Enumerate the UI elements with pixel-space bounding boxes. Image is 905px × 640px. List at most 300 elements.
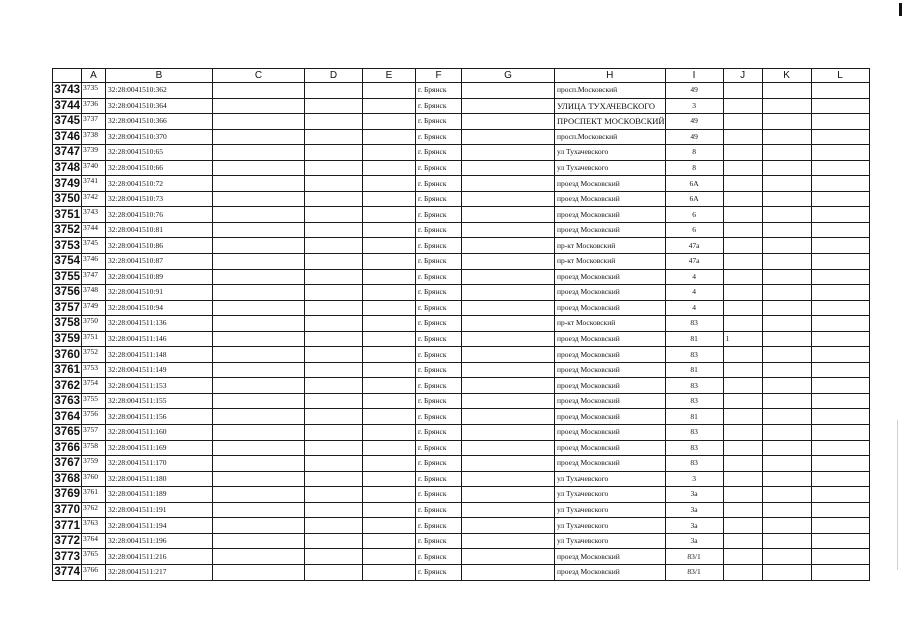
cell-b[interactable]: 32:28:0041510:86 [106,238,213,254]
cell-k[interactable] [762,114,811,130]
cell-h[interactable]: проезд Московский [555,331,666,347]
cell-h[interactable]: проезд Московский [555,378,666,394]
cell-h[interactable]: проезд Московский [555,207,666,223]
cell-g[interactable] [462,409,555,425]
cell-j[interactable] [723,393,762,409]
cell-d[interactable] [305,549,363,565]
cell-e[interactable] [363,471,416,487]
cell-a[interactable]: 3761 [82,487,106,503]
cell-g[interactable] [462,347,555,363]
cell-a[interactable]: 3737 [82,114,106,130]
cell-c[interactable] [213,549,305,565]
cell-l[interactable] [811,207,869,223]
cell-g[interactable] [462,331,555,347]
cell-f[interactable]: г. Брянск [416,549,462,565]
row-number[interactable]: 3760 [54,348,80,361]
cell-b[interactable]: 32:28:0041511:155 [106,393,213,409]
cell-g[interactable] [462,393,555,409]
row-number[interactable]: 3765 [54,426,80,439]
row-number[interactable]: 3762 [54,379,80,392]
cell-f[interactable]: г. Брянск [416,129,462,145]
cell-i[interactable]: 3а [665,502,723,518]
cell-g[interactable] [462,316,555,332]
cell-l[interactable] [811,129,869,145]
cell-a[interactable]: 3763 [82,518,106,534]
column-header-e[interactable]: E [363,69,416,83]
cell-j[interactable] [723,533,762,549]
cell-f[interactable]: г. Брянск [416,269,462,285]
cell-b[interactable]: 32:28:0041511:217 [106,564,213,580]
cell-f[interactable]: г. Брянск [416,456,462,472]
cell-i[interactable]: 8 [665,145,723,161]
cell-f[interactable]: г. Брянск [416,176,462,192]
cell-a[interactable]: 3743 [82,207,106,223]
cell-e[interactable] [363,331,416,347]
row-number[interactable]: 3750 [54,193,80,206]
cell-f[interactable]: г. Брянск [416,160,462,176]
cell-e[interactable] [363,533,416,549]
cell-e[interactable] [363,456,416,472]
cell-b[interactable]: 32:28:0041510:370 [106,129,213,145]
cell-a[interactable]: 3736 [82,98,106,114]
column-header-b[interactable]: B [106,69,213,83]
cell-b[interactable]: 32:28:0041511:146 [106,331,213,347]
cell-j[interactable] [723,471,762,487]
column-header-i[interactable]: I [665,69,723,83]
cell-l[interactable] [811,98,869,114]
cell-d[interactable] [305,316,363,332]
cell-l[interactable] [811,533,869,549]
cell-i[interactable]: 8 [665,160,723,176]
cell-j[interactable] [723,456,762,472]
cell-h[interactable]: ул Тухачевского [555,471,666,487]
cell-j[interactable] [723,254,762,270]
cell-b[interactable]: 32:28:0041510:366 [106,114,213,130]
cell-b[interactable]: 32:28:0041510:65 [106,145,213,161]
cell-b[interactable]: 32:28:0041511:169 [106,440,213,456]
cell-c[interactable] [213,518,305,534]
row-number[interactable]: 3773 [54,550,80,563]
cell-k[interactable] [762,160,811,176]
cell-k[interactable] [762,347,811,363]
cell-g[interactable] [462,83,555,99]
row-number[interactable]: 3755 [54,270,80,283]
cell-e[interactable] [363,285,416,301]
cell-c[interactable] [213,129,305,145]
cell-a[interactable]: 3764 [82,533,106,549]
cell-g[interactable] [462,502,555,518]
cell-f[interactable]: г. Брянск [416,238,462,254]
cell-i[interactable]: 4 [665,300,723,316]
cell-c[interactable] [213,269,305,285]
cell-c[interactable] [213,160,305,176]
cell-k[interactable] [762,393,811,409]
column-header-g[interactable]: G [462,69,555,83]
cell-b[interactable]: 32:28:0041510:66 [106,160,213,176]
cell-h[interactable]: ул Тухачевского [555,160,666,176]
row-number[interactable]: 3754 [54,255,80,268]
cell-e[interactable] [363,316,416,332]
cell-d[interactable] [305,331,363,347]
cell-i[interactable]: 6 [665,222,723,238]
cell-g[interactable] [462,176,555,192]
cell-a[interactable]: 3742 [82,191,106,207]
cell-k[interactable] [762,222,811,238]
cell-j[interactable] [723,549,762,565]
cell-c[interactable] [213,502,305,518]
cell-i[interactable]: 49 [665,83,723,99]
cell-i[interactable]: 83 [665,425,723,441]
cell-b[interactable]: 32:28:0041511:149 [106,362,213,378]
cell-e[interactable] [363,409,416,425]
cell-f[interactable]: г. Брянск [416,362,462,378]
row-number[interactable]: 3764 [54,410,80,423]
cell-k[interactable] [762,564,811,580]
cell-e[interactable] [363,238,416,254]
cell-e[interactable] [363,222,416,238]
row-number[interactable]: 3752 [54,224,80,237]
cell-g[interactable] [462,145,555,161]
cell-c[interactable] [213,487,305,503]
cell-k[interactable] [762,207,811,223]
cell-a[interactable]: 3762 [82,502,106,518]
cell-j[interactable]: 1 [723,331,762,347]
cell-g[interactable] [462,533,555,549]
cell-k[interactable] [762,487,811,503]
cell-d[interactable] [305,98,363,114]
cell-j[interactable] [723,191,762,207]
cell-i[interactable]: 81 [665,331,723,347]
cell-k[interactable] [762,300,811,316]
cell-e[interactable] [363,98,416,114]
cell-j[interactable] [723,316,762,332]
cell-a[interactable]: 3751 [82,331,106,347]
row-number[interactable]: 3763 [54,395,80,408]
column-header-h[interactable]: H [555,69,666,83]
column-header-a[interactable]: A [82,69,106,83]
cell-f[interactable]: г. Брянск [416,300,462,316]
cell-i[interactable]: 81 [665,409,723,425]
cell-j[interactable] [723,114,762,130]
cell-e[interactable] [363,269,416,285]
cell-d[interactable] [305,207,363,223]
cell-h[interactable]: ул Тухачевского [555,533,666,549]
cell-h[interactable]: проезд Московский [555,300,666,316]
cell-k[interactable] [762,191,811,207]
cell-b[interactable]: 32:28:0041510:91 [106,285,213,301]
cell-i[interactable]: 4 [665,269,723,285]
cell-l[interactable] [811,300,869,316]
cell-b[interactable]: 32:28:0041510:89 [106,269,213,285]
cell-g[interactable] [462,98,555,114]
cell-c[interactable] [213,362,305,378]
row-number[interactable]: 3774 [54,566,80,579]
cell-e[interactable] [363,347,416,363]
cell-i[interactable]: 3а [665,487,723,503]
cell-j[interactable] [723,300,762,316]
cell-j[interactable] [723,83,762,99]
cell-l[interactable] [811,502,869,518]
cell-k[interactable] [762,549,811,565]
cell-h[interactable]: проезд Московский [555,409,666,425]
cell-h[interactable]: просп.Московский [555,83,666,99]
cell-d[interactable] [305,564,363,580]
cell-a[interactable]: 3749 [82,300,106,316]
cell-l[interactable] [811,549,869,565]
cell-k[interactable] [762,409,811,425]
cell-c[interactable] [213,456,305,472]
cell-g[interactable] [462,549,555,565]
cell-i[interactable]: 83 [665,440,723,456]
row-number[interactable]: 3759 [54,333,80,346]
cell-l[interactable] [811,160,869,176]
cell-l[interactable] [811,222,869,238]
cell-g[interactable] [462,487,555,503]
cell-h[interactable]: ул Тухачевского [555,487,666,503]
cell-d[interactable] [305,425,363,441]
row-number[interactable]: 3749 [54,177,80,190]
cell-h[interactable]: проезд Московский [555,425,666,441]
cell-c[interactable] [213,176,305,192]
cell-e[interactable] [363,564,416,580]
cell-f[interactable]: г. Брянск [416,564,462,580]
cell-l[interactable] [811,378,869,394]
cell-d[interactable] [305,300,363,316]
row-number[interactable]: 3746 [54,130,80,143]
cell-j[interactable] [723,222,762,238]
cell-a[interactable]: 3738 [82,129,106,145]
cell-c[interactable] [213,409,305,425]
cell-h[interactable]: проезд Московский [555,456,666,472]
row-number[interactable]: 3771 [54,519,80,532]
cell-g[interactable] [462,191,555,207]
cell-f[interactable]: г. Брянск [416,487,462,503]
cell-h[interactable]: ул Тухачевского [555,502,666,518]
cell-k[interactable] [762,378,811,394]
cell-g[interactable] [462,114,555,130]
column-header-f[interactable]: F [416,69,462,83]
cell-c[interactable] [213,238,305,254]
cell-l[interactable] [811,254,869,270]
cell-j[interactable] [723,347,762,363]
cell-h[interactable]: просп.Московский [555,129,666,145]
cell-d[interactable] [305,145,363,161]
cell-d[interactable] [305,409,363,425]
column-header-j[interactable]: J [723,69,762,83]
cell-c[interactable] [213,145,305,161]
cell-h[interactable]: пр-кт Московский [555,238,666,254]
cell-b[interactable]: 32:28:0041510:364 [106,98,213,114]
cell-k[interactable] [762,362,811,378]
cell-i[interactable]: 83 [665,347,723,363]
row-number[interactable]: 3769 [54,488,80,501]
cell-e[interactable] [363,378,416,394]
cell-d[interactable] [305,222,363,238]
cell-l[interactable] [811,316,869,332]
cell-a[interactable]: 3757 [82,425,106,441]
cell-a[interactable]: 3756 [82,409,106,425]
row-number[interactable]: 3767 [54,457,80,470]
cell-e[interactable] [363,502,416,518]
cell-c[interactable] [213,191,305,207]
cell-a[interactable]: 3741 [82,176,106,192]
cell-d[interactable] [305,191,363,207]
cell-c[interactable] [213,331,305,347]
cell-d[interactable] [305,160,363,176]
cell-d[interactable] [305,254,363,270]
cell-h[interactable]: проезд Московский [555,285,666,301]
row-number[interactable]: 3761 [54,364,80,377]
cell-h[interactable]: проезд Московский [555,269,666,285]
cell-b[interactable]: 32:28:0041510:72 [106,176,213,192]
cell-e[interactable] [363,425,416,441]
cell-b[interactable]: 32:28:0041510:87 [106,254,213,270]
cell-h[interactable]: проезд Московский [555,362,666,378]
cell-h[interactable]: пр-кт Московский [555,254,666,270]
cell-c[interactable] [213,564,305,580]
cell-a[interactable]: 3735 [82,83,106,99]
cell-b[interactable]: 32:28:0041510:81 [106,222,213,238]
cell-a[interactable]: 3739 [82,145,106,161]
cell-i[interactable]: 3а [665,533,723,549]
cell-k[interactable] [762,285,811,301]
cell-f[interactable]: г. Брянск [416,316,462,332]
cell-g[interactable] [462,471,555,487]
cell-k[interactable] [762,145,811,161]
cell-f[interactable]: г. Брянск [416,114,462,130]
cell-j[interactable] [723,518,762,534]
cell-j[interactable] [723,425,762,441]
cell-e[interactable] [363,549,416,565]
cell-a[interactable]: 3759 [82,456,106,472]
cell-k[interactable] [762,238,811,254]
cell-e[interactable] [363,440,416,456]
cell-b[interactable]: 32:28:0041511:194 [106,518,213,534]
cell-k[interactable] [762,518,811,534]
cell-c[interactable] [213,285,305,301]
cell-c[interactable] [213,222,305,238]
row-number[interactable]: 3756 [54,286,80,299]
row-number[interactable]: 3745 [54,115,80,128]
cell-b[interactable]: 32:28:0041511:153 [106,378,213,394]
cell-e[interactable] [363,145,416,161]
cell-c[interactable] [213,393,305,409]
cell-g[interactable] [462,207,555,223]
cell-a[interactable]: 3753 [82,362,106,378]
cell-d[interactable] [305,362,363,378]
cell-k[interactable] [762,176,811,192]
cell-k[interactable] [762,425,811,441]
cell-k[interactable] [762,502,811,518]
column-header-d[interactable]: D [305,69,363,83]
cell-a[interactable]: 3750 [82,316,106,332]
cell-k[interactable] [762,254,811,270]
cell-f[interactable]: г. Брянск [416,222,462,238]
cell-i[interactable]: 3 [665,471,723,487]
cell-c[interactable] [213,378,305,394]
cell-c[interactable] [213,316,305,332]
cell-k[interactable] [762,456,811,472]
cell-k[interactable] [762,440,811,456]
cell-c[interactable] [213,98,305,114]
cell-b[interactable]: 32:28:0041511:191 [106,502,213,518]
cell-g[interactable] [462,285,555,301]
cell-j[interactable] [723,176,762,192]
cell-a[interactable]: 3747 [82,269,106,285]
row-number[interactable]: 3748 [54,162,80,174]
cell-g[interactable] [462,238,555,254]
cell-f[interactable]: г. Брянск [416,207,462,223]
cell-k[interactable] [762,316,811,332]
cell-a[interactable]: 3746 [82,254,106,270]
cell-h[interactable]: проезд Московский [555,191,666,207]
cell-f[interactable]: г. Брянск [416,440,462,456]
cell-f[interactable]: г. Брянск [416,98,462,114]
cell-h[interactable]: проезд Московский [555,393,666,409]
cell-l[interactable] [811,456,869,472]
cell-j[interactable] [723,440,762,456]
cell-b[interactable]: 32:28:0041510:76 [106,207,213,223]
cell-c[interactable] [213,425,305,441]
cell-k[interactable] [762,471,811,487]
cell-l[interactable] [811,487,869,503]
cell-i[interactable]: 6 [665,207,723,223]
cell-e[interactable] [363,129,416,145]
cell-l[interactable] [811,269,869,285]
cell-g[interactable] [462,518,555,534]
cell-h[interactable]: ул Тухачевского [555,145,666,161]
cell-g[interactable] [462,378,555,394]
cell-f[interactable]: г. Брянск [416,393,462,409]
cell-b[interactable]: 32:28:0041511:189 [106,487,213,503]
cell-l[interactable] [811,409,869,425]
cell-h[interactable]: ПРОСПЕКТ МОСКОВСКИЙ [555,114,666,130]
cell-e[interactable] [363,207,416,223]
cell-c[interactable] [213,440,305,456]
cell-f[interactable]: г. Брянск [416,409,462,425]
cell-i[interactable]: 4 [665,285,723,301]
cell-j[interactable] [723,285,762,301]
row-number[interactable]: 3770 [54,504,80,517]
cell-g[interactable] [462,425,555,441]
cell-h[interactable]: проезд Московский [555,347,666,363]
cell-g[interactable] [462,440,555,456]
cell-e[interactable] [363,83,416,99]
cell-f[interactable]: г. Брянск [416,254,462,270]
cell-a[interactable]: 3766 [82,564,106,580]
cell-f[interactable]: г. Брянск [416,347,462,363]
cell-i[interactable]: 83/1 [665,549,723,565]
cell-f[interactable]: г. Брянск [416,285,462,301]
cell-l[interactable] [811,176,869,192]
column-header-k[interactable]: K [762,69,811,83]
cell-b[interactable]: 32:28:0041511:156 [106,409,213,425]
cell-h[interactable]: проезд Московский [555,176,666,192]
cell-f[interactable]: г. Брянск [416,471,462,487]
cell-b[interactable]: 32:28:0041511:170 [106,456,213,472]
cell-k[interactable] [762,129,811,145]
cell-g[interactable] [462,222,555,238]
cell-d[interactable] [305,378,363,394]
cell-c[interactable] [213,471,305,487]
cell-l[interactable] [811,518,869,534]
cell-d[interactable] [305,440,363,456]
cell-f[interactable]: г. Брянск [416,378,462,394]
cell-e[interactable] [363,114,416,130]
cell-i[interactable]: 6А [665,176,723,192]
cell-b[interactable]: 32:28:0041511:180 [106,471,213,487]
cell-b[interactable]: 32:28:0041511:160 [106,425,213,441]
